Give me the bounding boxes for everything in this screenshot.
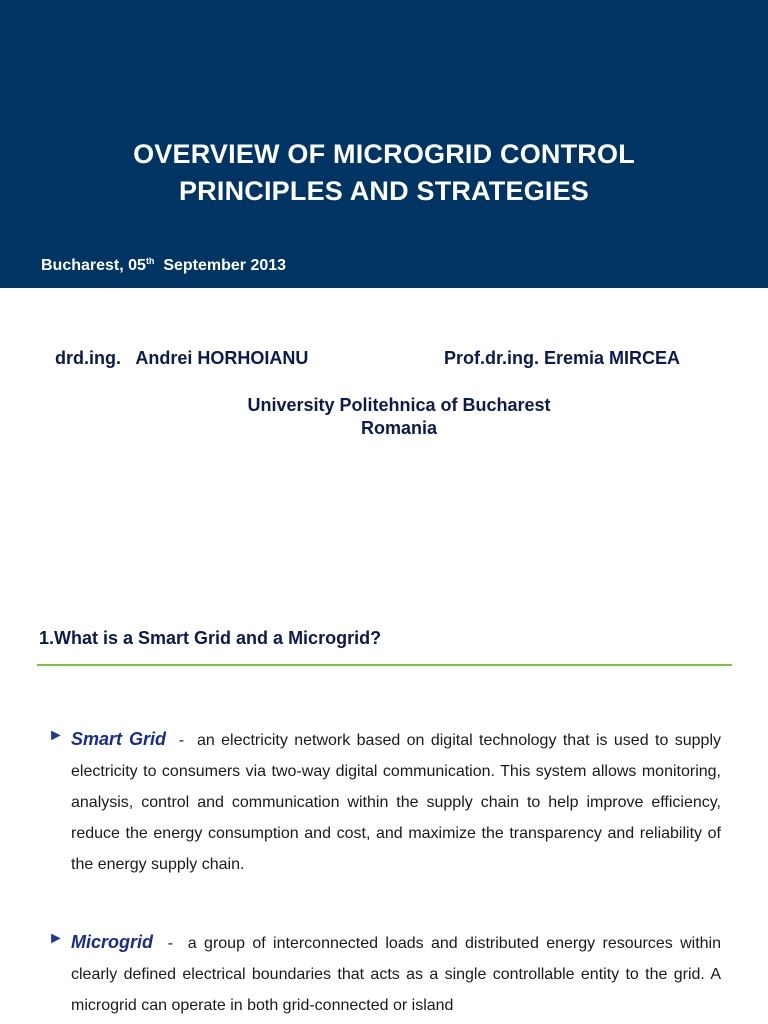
bullet-microgrid bbox=[48, 927, 721, 1021]
title-line-1: OVERVIEW OF MICROGRID CONTROL bbox=[133, 139, 635, 169]
affiliation bbox=[0, 394, 768, 440]
date-ordinal-suffix: th bbox=[145, 256, 155, 266]
bullet-smart-grid bbox=[48, 724, 721, 880]
bullet-body bbox=[71, 927, 721, 1021]
bullet-definition: an electricity network based on digital technology that is used to supply electricity to consumers via two-way digital communication. This system allows monitoring, analysis, control and communication within the supply chain to help improve efficiency, reduce the energy consumption and cost, and maximize the transparency and reliability of the energy supply chain. bbox=[71, 732, 722, 873]
date-prefix: Bucharest, 05 bbox=[41, 257, 146, 274]
bullet-body bbox=[71, 724, 721, 880]
right-triangle-bullet-icon: ► bbox=[48, 930, 64, 947]
presentation-date bbox=[41, 256, 286, 276]
affiliation-country: Romania bbox=[360, 418, 438, 438]
bullet-separator: - bbox=[153, 935, 188, 952]
section-heading: 1.What is a Smart Grid and a Microgrid? bbox=[39, 628, 382, 648]
bullet-separator: - bbox=[165, 732, 197, 749]
affiliation-university: University Politehnica of Bucharest bbox=[247, 395, 551, 415]
author-first: drd.ing. Andrei HORHOIANU bbox=[55, 348, 309, 368]
author-second: Prof.dr.ing. Eremia MIRCEA bbox=[444, 348, 681, 368]
bullet-term: Microgrid bbox=[71, 932, 154, 952]
presentation-title bbox=[0, 136, 768, 210]
right-triangle-bullet-icon: ► bbox=[48, 727, 64, 744]
date-suffix: September 2013 bbox=[154, 257, 287, 274]
bullet-term: Smart Grid bbox=[71, 729, 166, 749]
title-banner bbox=[0, 0, 768, 288]
bullet-definition: a group of interconnected loads and distributed energy resources within clearly defined electrical boundaries that acts as a single controllable entity to the grid. A microgrid can operate in both grid-connected or island bbox=[71, 935, 722, 1014]
title-line-2: PRINCIPLES AND STRATEGIES bbox=[178, 176, 590, 206]
section-divider bbox=[37, 664, 732, 666]
